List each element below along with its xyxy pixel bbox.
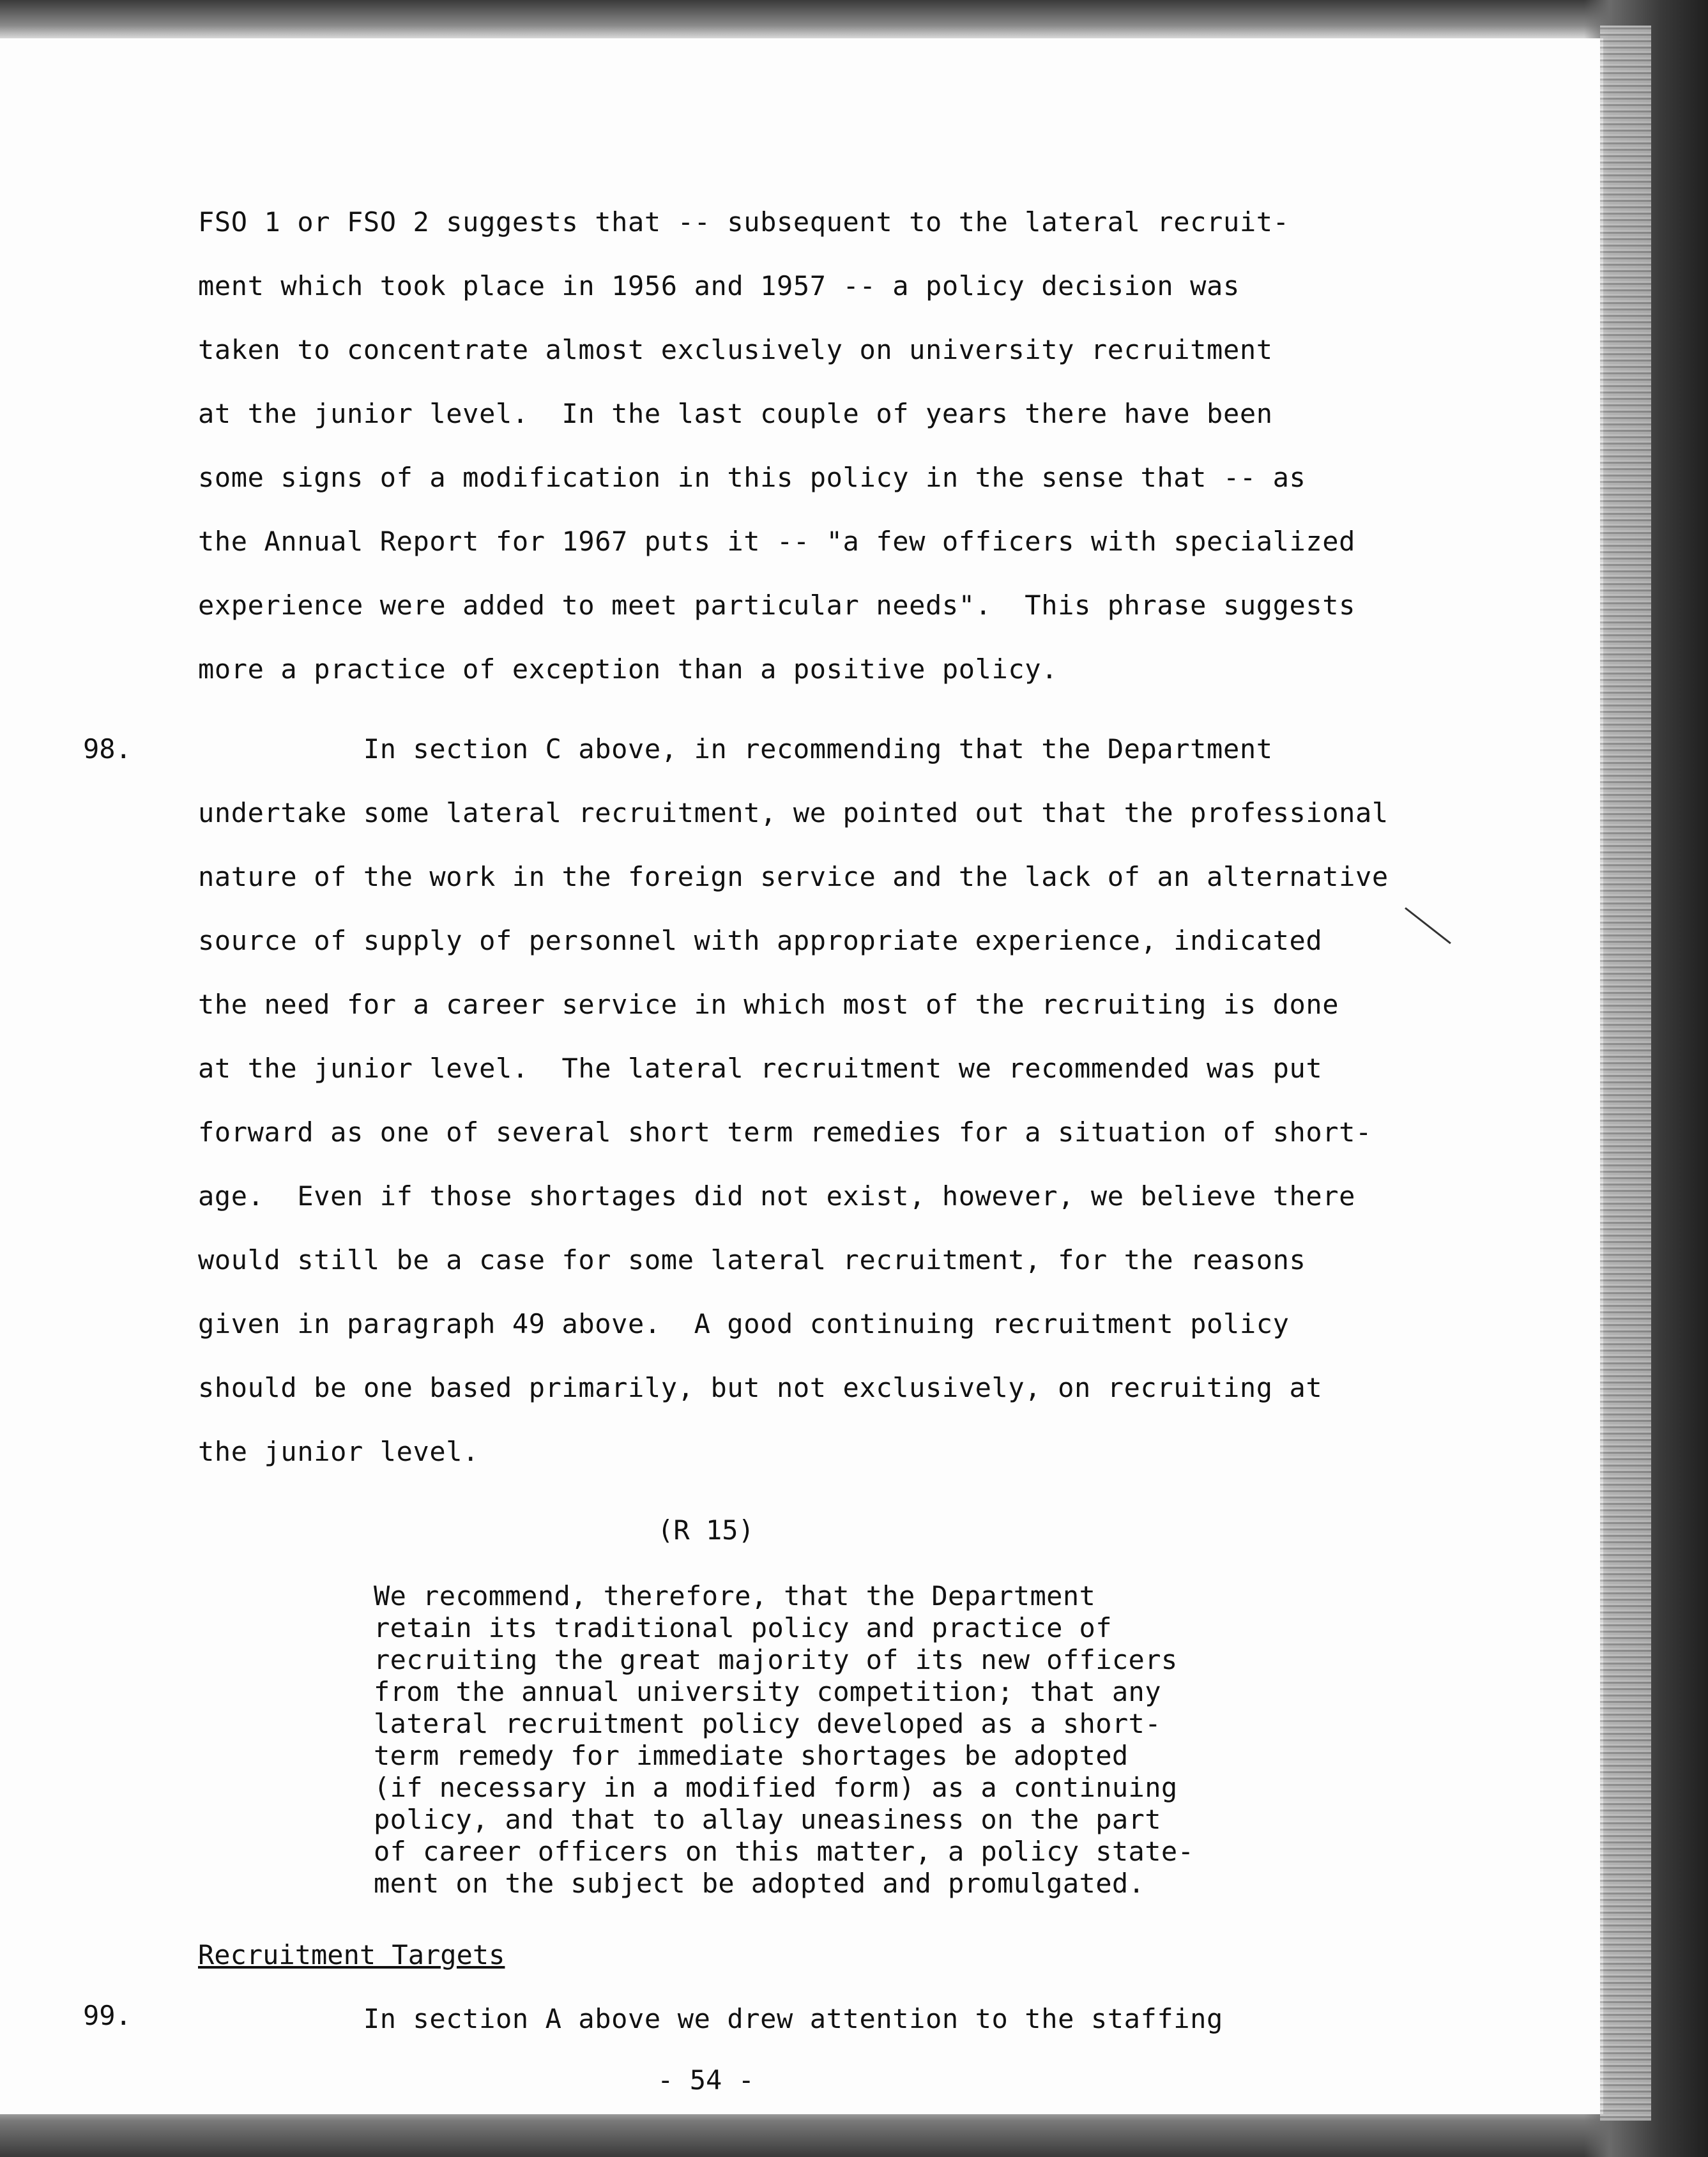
- recommendation-text-line: policy, and that to allay uneasiness on the part: [374, 1804, 1161, 1835]
- body-text-line: more a practice of exception than a positive policy.: [198, 653, 1058, 685]
- body-text-line: source of supply of personnel with appropriate experience, indicated: [198, 925, 1323, 956]
- body-text-line: forward as one of several short term remedies for a situation of short-: [198, 1117, 1372, 1148]
- recommendation-text-line: of career officers on this matter, a policy state-: [374, 1836, 1194, 1867]
- body-text-line: at the junior level. The lateral recruitment we recommended was put: [198, 1053, 1323, 1084]
- body-text-line: the junior level.: [198, 1436, 480, 1467]
- paragraph-number: 98.: [83, 733, 132, 765]
- body-text-line: would still be a case for some lateral recruitment, for the reasons: [198, 1244, 1306, 1276]
- body-text-line: In section A above we drew attention to the staffing: [198, 2003, 1223, 2034]
- body-text-line: some signs of a modification in this policy in the sense that -- as: [198, 462, 1306, 493]
- body-text-line: the need for a career service in which most of the recruiting is done: [198, 989, 1339, 1020]
- recommendation-text-line: (if necessary in a modified form) as a continuing: [374, 1772, 1178, 1803]
- body-text-line: taken to concentrate almost exclusively on university recruitment: [198, 334, 1273, 365]
- recommendation-label: (R 15): [657, 1514, 754, 1546]
- recommendation-text-line: recruiting the great majority of its new officers: [374, 1644, 1178, 1675]
- body-text-line: undertake some lateral recruitment, we pointed out that the professional: [198, 797, 1389, 828]
- body-text-line: given in paragraph 49 above. A good continuing recruitment policy: [198, 1308, 1290, 1339]
- body-text-line: should be one based primarily, but not exclusively, on recruiting at: [198, 1372, 1323, 1403]
- recommendation-text-line: ment on the subject be adopted and promulgated.: [374, 1868, 1145, 1899]
- body-text-line: nature of the work in the foreign service and the lack of an alternative: [198, 861, 1389, 892]
- body-text-line: age. Even if those shortages did not exist, however, we believe there: [198, 1180, 1356, 1212]
- page-number: - 54 -: [657, 2064, 754, 2096]
- body-text-line: FSO 1 or FSO 2 suggests that -- subsequent to the lateral recruit-: [198, 206, 1290, 238]
- binding-edge: [1600, 26, 1651, 2121]
- recommendation-text-line: retain its traditional policy and practice of: [374, 1612, 1112, 1643]
- section-heading: Recruitment Targets: [198, 1939, 505, 1970]
- body-text-line: In section C above, in recommending that the Department: [198, 733, 1273, 765]
- recommendation-text-line: lateral recruitment policy developed as a short-: [374, 1708, 1161, 1739]
- body-text-line: the Annual Report for 1967 puts it -- "a few officers with specialized: [198, 526, 1356, 557]
- recommendation-text-line: We recommend, therefore, that the Department: [374, 1580, 1096, 1612]
- recommendation-text-line: from the annual university competition; that any: [374, 1676, 1161, 1707]
- body-text-line: at the junior level. In the last couple of years there have been: [198, 398, 1273, 429]
- body-text-line: ment which took place in 1956 and 1957 -- a policy decision was: [198, 270, 1240, 301]
- paragraph-number: 99.: [83, 2000, 132, 2031]
- recommendation-text-line: term remedy for immediate shortages be adopted: [374, 1740, 1129, 1771]
- body-text-line: experience were added to meet particular needs". This phrase suggests: [198, 590, 1356, 621]
